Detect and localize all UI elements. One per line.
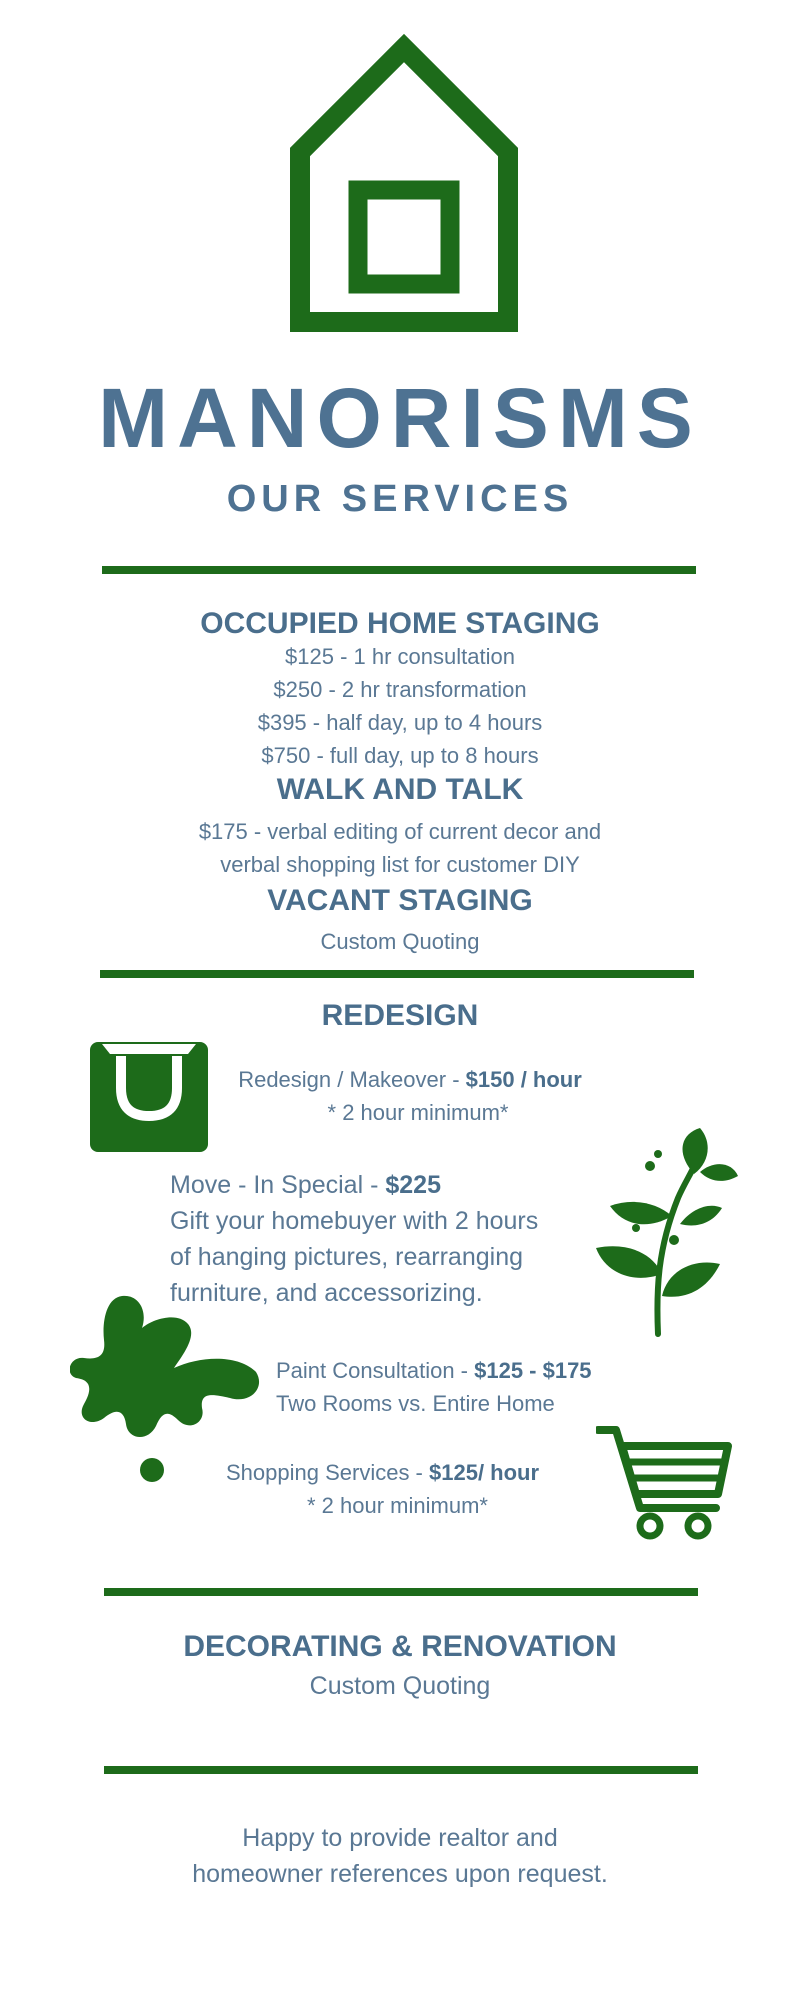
footer-line-1: Happy to provide realtor and <box>242 1824 558 1852</box>
divider <box>100 970 694 978</box>
makeover-note: * 2 hour minimum* <box>327 1100 509 1125</box>
walk-line-2: verbal shopping list for customer DIY <box>220 852 580 877</box>
divider <box>104 1588 698 1596</box>
movein-line-2: of hanging pictures, rearranging <box>170 1243 524 1271</box>
house-icon <box>288 30 520 340</box>
vacant-line: Custom Quoting <box>320 929 480 954</box>
occupied-line-4: $750 - full day, up to 8 hours <box>261 743 539 768</box>
makeover-label: Redesign / Makeover - <box>238 1067 466 1092</box>
decorating-line: Custom Quoting <box>309 1672 491 1700</box>
shopping-note: * 2 hour minimum* <box>307 1493 488 1518</box>
shopping-cart-icon <box>596 1424 732 1540</box>
footer-line-2: homeowner references upon request. <box>192 1860 608 1888</box>
movein-line-3: furniture, and accessorizing. <box>170 1279 483 1307</box>
paint-price: $125 - $175 <box>474 1358 592 1383</box>
occupied-line-3: $395 - half day, up to 4 hours <box>257 710 543 735</box>
shopping-label: Shopping Services - <box>226 1460 429 1485</box>
divider <box>102 566 696 574</box>
divider <box>104 1766 698 1774</box>
movein-block <box>170 1167 538 1311</box>
shopping-line <box>226 1456 539 1489</box>
movein-line-1: Gift your homebuyer with 2 hours <box>170 1207 539 1235</box>
page-subtitle: OUR SERVICES <box>226 478 574 520</box>
shopping-price: $125/ hour <box>429 1460 540 1485</box>
occupied-title: OCCUPIED HOME STAGING <box>200 607 600 640</box>
vacant-title: VACANT STAGING <box>267 884 533 917</box>
plant-icon <box>596 1128 738 1340</box>
walk-line-1: $175 - verbal editing of current decor and <box>198 819 602 844</box>
movein-label: Move - In Special - <box>170 1171 386 1199</box>
occupied-line-1: $125 - 1 hr consultation <box>285 644 515 669</box>
decorating-title: DECORATING & RENOVATION <box>183 1630 617 1663</box>
brand-title: MANORISMS <box>98 371 702 465</box>
paint-label: Paint Consultation - <box>276 1358 475 1383</box>
paint-line <box>276 1354 592 1387</box>
walk-title: WALK AND TALK <box>276 773 524 806</box>
movein-price: $225 <box>385 1171 441 1199</box>
redesign-title: REDESIGN <box>321 999 479 1032</box>
makeover-line <box>0 1063 800 1096</box>
paint-detail: Two Rooms vs. Entire Home <box>276 1391 555 1416</box>
occupied-line-2: $250 - 2 hr transformation <box>273 677 527 702</box>
makeover-price: $150 / hour <box>465 1067 582 1092</box>
